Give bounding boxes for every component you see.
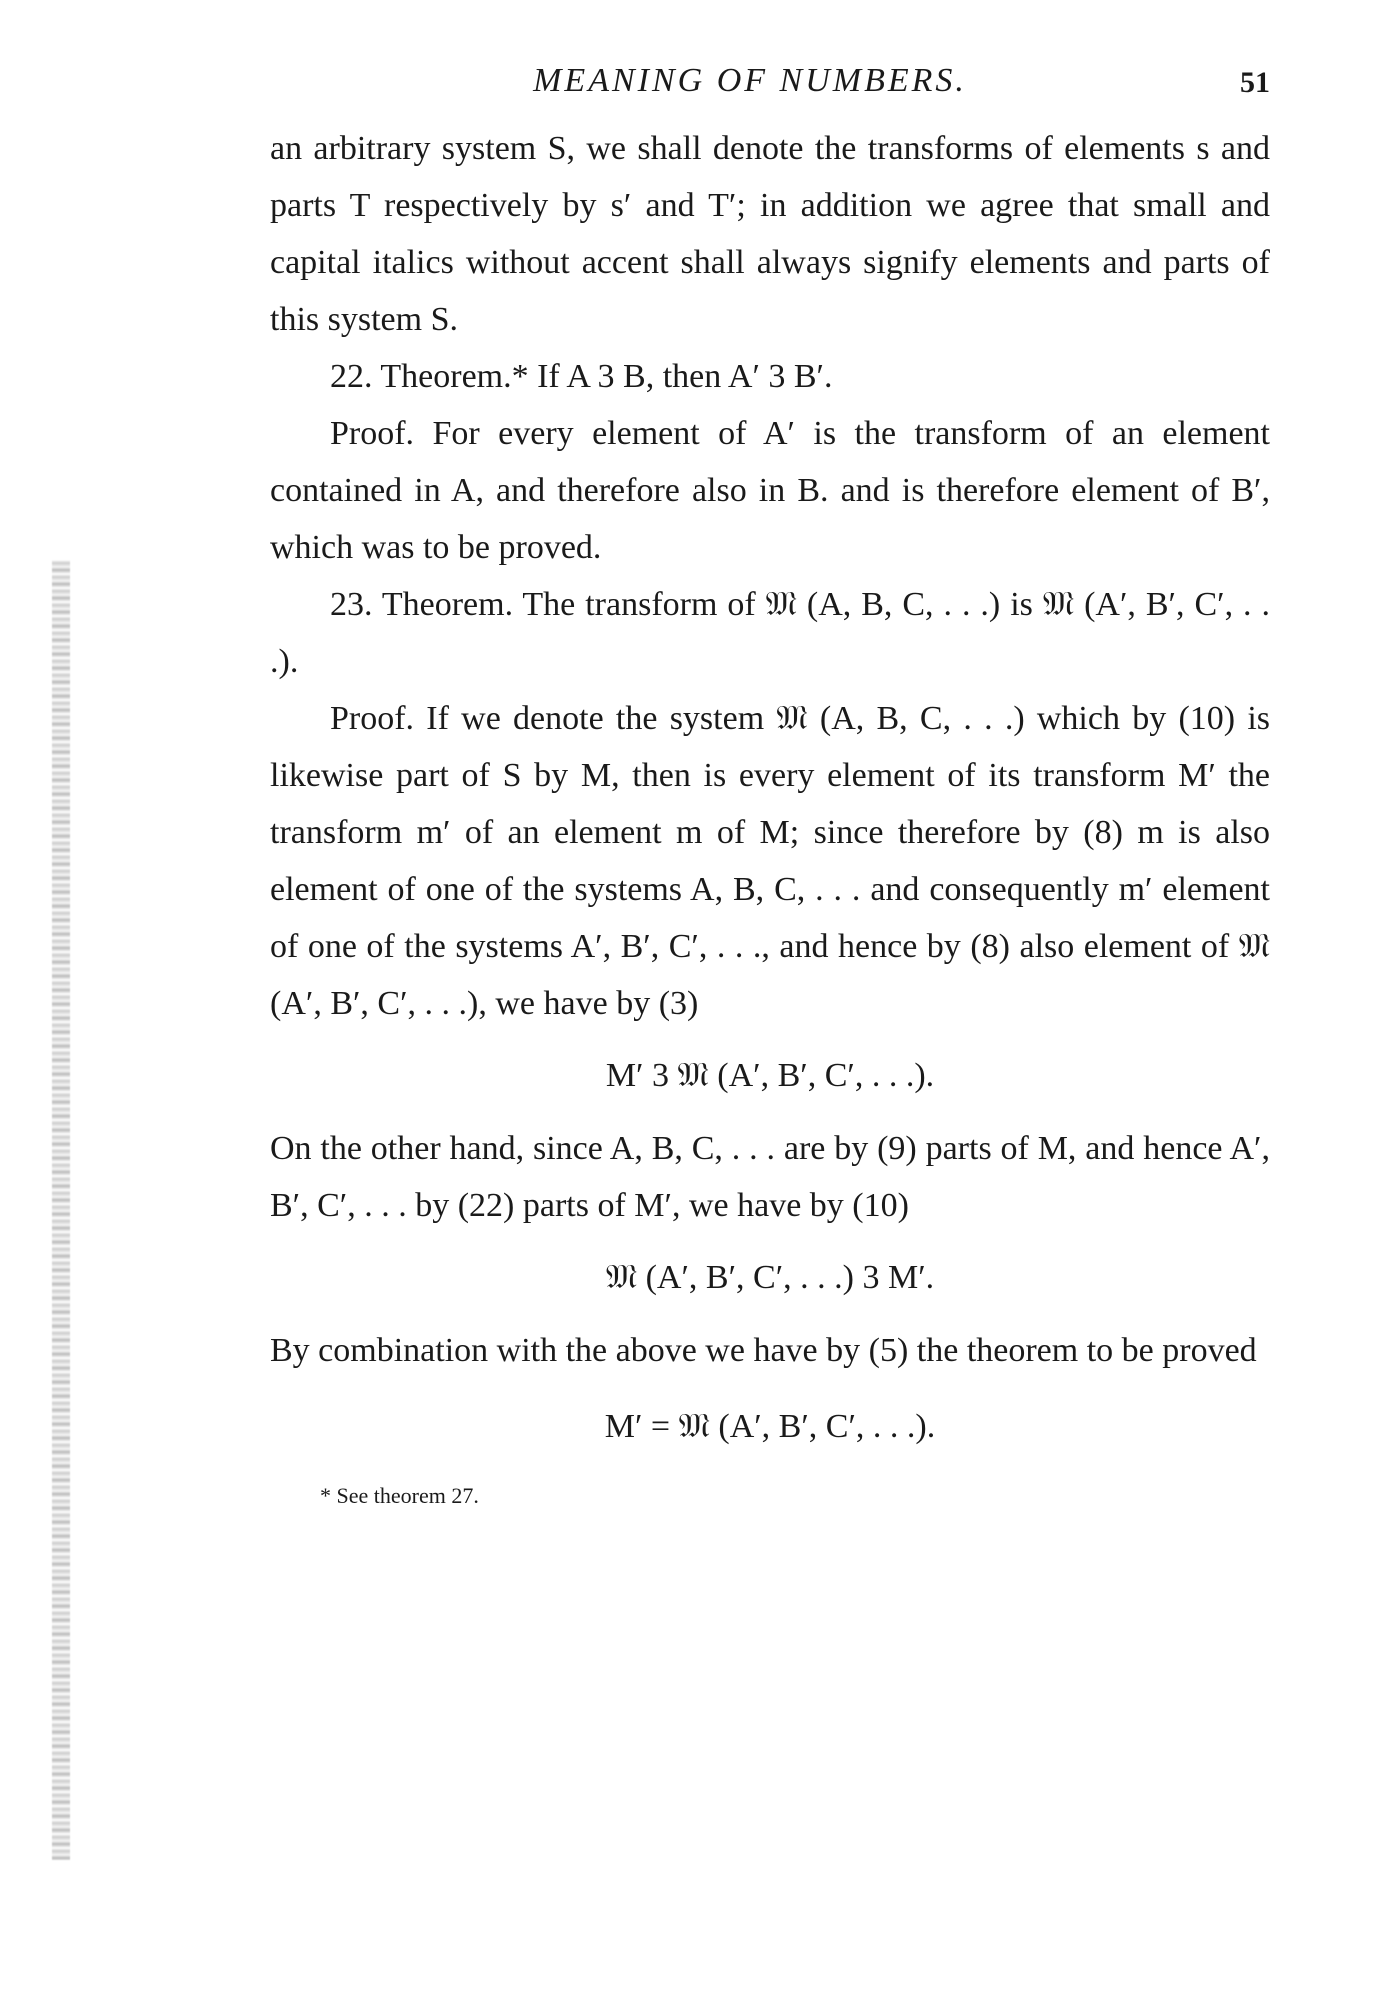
page-number: 51 — [1240, 66, 1270, 99]
paragraph-system-notation: an arbitrary system S, we shall denote the transforms of elements s and parts T respectively by s′ and T′; in addition we agree that small and capital italics without accent shall always signify elements and parts of this system S. — [270, 130, 1270, 338]
theorem-22: 22. Theorem.* If A 3 B, then A′ 3 B′. — [330, 358, 833, 395]
footnote: * See theorem 27. — [320, 1483, 479, 1508]
paragraph-combination: By combination with the above we have by (5) the theorem to be proved — [270, 1332, 1257, 1369]
theorem-23: 23. Theorem. The transform of 𝔐 (A, B, C, . . .) is 𝔐 (A′, B′, C′, . . .). — [270, 586, 1270, 680]
book-binding-shadow — [52, 560, 70, 1860]
page-body — [270, 120, 1270, 1511]
paragraph-other-hand: On the other hand, since A, B, C, . . . are by (9) parts of M, and hence A′, B′, C′, . . . by (22) parts of M′, we have by (10) — [270, 1130, 1270, 1224]
proof-22: Proof. For every element of A′ is the transform of an element contained in A, and therefore also in B. and is therefore element of B′, which was to be proved. — [270, 415, 1270, 566]
running-title: MEANING OF NUMBERS. — [533, 62, 967, 99]
formula-m-prime-part: M′ 3 𝔐 (A′, B′, C′, . . .). — [605, 1057, 935, 1094]
formula-chain-part: 𝔐 (A′, B′, C′, . . .) 3 M′. — [605, 1259, 935, 1296]
proof-23: Proof. If we denote the system 𝔐 (A, B, C, . . .) which by (10) is likewise part of S by M, then is every element of its transform M′ the transform m′ of an element m of M; since therefore by (8) m is also element of one of the systems A, B, C, . . . and consequently m′ element of one of the systems A′, B′, C′, . . ., and hence by (8) also element of 𝔐 (A′, B′, C′, . . .), we have by (3) — [270, 700, 1270, 1022]
page-header — [270, 60, 1270, 120]
formula-theorem-result: M′ = 𝔐 (A′, B′, C′, . . .). — [604, 1408, 936, 1445]
page-content — [270, 60, 1270, 1511]
